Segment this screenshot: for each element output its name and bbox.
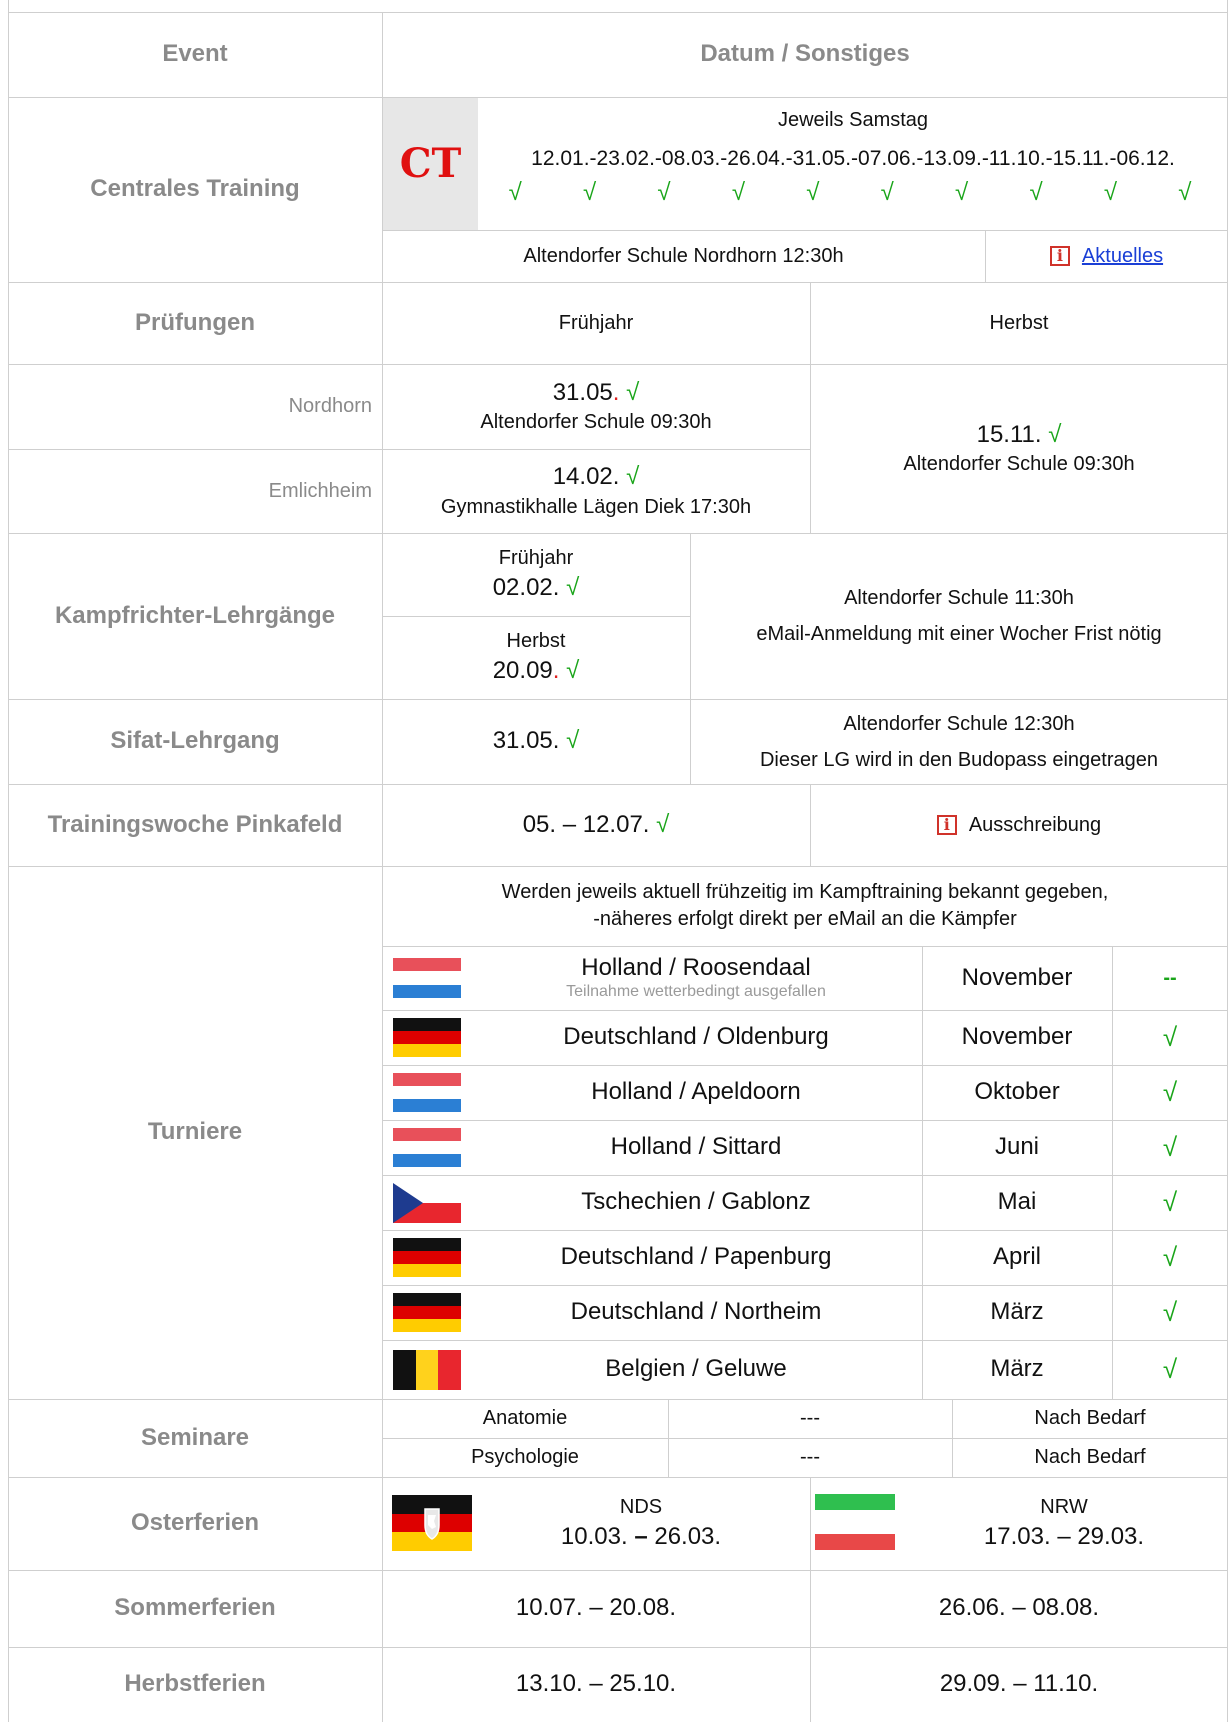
germany-flag-icon bbox=[393, 1018, 461, 1058]
check-icon: √ bbox=[1162, 1353, 1178, 1384]
sifat-info-1: Altendorfer Schule 12:30h bbox=[843, 712, 1075, 735]
pruefungen-col-fruehjahr: Frühjahr bbox=[558, 311, 634, 334]
nordhorn-location: Altendorfer Schule 09:30h bbox=[480, 411, 712, 434]
check-icon: √ bbox=[1048, 420, 1062, 448]
check-icon: √ bbox=[1162, 1241, 1178, 1272]
check-icon: √ bbox=[1103, 179, 1118, 206]
kampfrichter-fruehjahr bbox=[382, 533, 690, 616]
netherlands-flag-icon bbox=[393, 958, 461, 998]
check-icon: √ bbox=[626, 463, 640, 491]
turnier-location: Deutschland / Oldenburg bbox=[563, 1023, 829, 1051]
turnier-name bbox=[470, 1175, 922, 1230]
germany-flag-icon bbox=[393, 1293, 461, 1333]
netherlands-flag-icon bbox=[393, 1128, 461, 1168]
aktuelles-link[interactable]: Aktuelles bbox=[1081, 244, 1164, 267]
check-icon: √ bbox=[1162, 1186, 1178, 1217]
check-icon: √ bbox=[566, 573, 580, 601]
ct-title: Jeweils Samstag bbox=[777, 108, 929, 131]
turnier-month: März bbox=[990, 1355, 1044, 1383]
czech-flag-icon bbox=[393, 1183, 461, 1223]
ct-check-row bbox=[478, 176, 1222, 210]
ausschreibung-link[interactable]: Ausschreibung bbox=[968, 813, 1102, 836]
pruefungen-col-herbst: Herbst bbox=[989, 311, 1049, 334]
info-icon: i bbox=[937, 815, 957, 835]
seminar-when: Nach Bedarf bbox=[1034, 1407, 1146, 1429]
nordhorn-date: 31.05 bbox=[552, 378, 613, 406]
emlichheim-cell bbox=[382, 449, 810, 533]
turnier-name bbox=[470, 1285, 922, 1340]
ct-location: Altendorfer Schule Nordhorn 12:30h bbox=[523, 244, 844, 267]
kampfrichter-herbst-dot: . bbox=[552, 656, 560, 684]
check-icon: √ bbox=[626, 378, 640, 406]
nrw-label: NRW bbox=[1040, 1495, 1088, 1518]
check-icon: √ bbox=[1162, 1131, 1178, 1162]
row-label-sommerferien: Sommerferien bbox=[114, 1594, 276, 1622]
turnier-location: Belgien / Geluwe bbox=[605, 1355, 787, 1383]
nrw-flag-icon bbox=[815, 1494, 895, 1550]
turniere-intro bbox=[382, 866, 1228, 946]
label-emlichheim: Emlichheim bbox=[268, 479, 372, 502]
ct-logo-text: CT bbox=[399, 140, 462, 187]
turnier-name bbox=[470, 1340, 922, 1399]
herbst-pruefung-date: 15.11. bbox=[976, 420, 1042, 448]
nordhorn-cell bbox=[382, 364, 810, 449]
kampfrichter-info-2: eMail-Anmeldung mit einer Wocher Frist nötig bbox=[756, 623, 1162, 645]
pinkafeld-ausschreibung-cell bbox=[810, 784, 1228, 866]
row-label-pruefungen: Prüfungen bbox=[135, 308, 255, 336]
check-icon: √ bbox=[1178, 179, 1192, 206]
seminar-when: Nach Bedarf bbox=[1034, 1446, 1146, 1468]
check-icon: √ bbox=[1162, 1021, 1178, 1052]
row-label-pinkafeld: Trainingswoche Pinkafeld bbox=[47, 810, 343, 838]
kampfrichter-herbst-date: 20.09 bbox=[492, 656, 553, 684]
nds-from: 10.03. bbox=[560, 1522, 628, 1550]
check-icon: √ bbox=[656, 810, 670, 838]
turnier-location: Holland / Apeldoorn bbox=[591, 1078, 801, 1106]
kampfrichter-herbst-label: Herbst bbox=[506, 629, 566, 652]
check-icon: √ bbox=[508, 179, 522, 206]
nrw-dates: 17.03. – 29.03. bbox=[983, 1522, 1145, 1550]
nordhorn-dot: . bbox=[612, 378, 620, 406]
turnier-month: Mai bbox=[997, 1188, 1037, 1216]
turnier-month: Juni bbox=[994, 1133, 1040, 1161]
sifat-date: 31.05. bbox=[492, 727, 560, 755]
nds-flag-icon bbox=[392, 1495, 472, 1551]
check-icon: √ bbox=[566, 656, 580, 684]
kampfrichter-info bbox=[690, 533, 1228, 699]
check-icon: √ bbox=[1029, 179, 1043, 206]
turniere-intro-1: Werden jeweils aktuell frühzeitig im Kampftraining bekannt gegeben, bbox=[501, 881, 1109, 903]
row-label-herbstferien: Herbstferien bbox=[124, 1670, 266, 1698]
netherlands-flag-icon bbox=[393, 1073, 461, 1113]
check-icon: √ bbox=[955, 179, 969, 206]
turnier-month: März bbox=[990, 1298, 1044, 1326]
emlichheim-location: Gymnastikhalle Lägen Diek 17:30h bbox=[440, 495, 752, 518]
header-event: Event bbox=[162, 40, 228, 68]
header-datum: Datum / Sonstiges bbox=[700, 40, 910, 68]
row-label-sifat: Sifat-Lehrgang bbox=[110, 727, 280, 755]
turnier-month: November bbox=[961, 963, 1073, 991]
sommerferien-nrw: 26.06. – 08.08. bbox=[938, 1594, 1100, 1622]
turnier-month: April bbox=[992, 1243, 1041, 1271]
turnier-location: Deutschland / Northeim bbox=[570, 1298, 822, 1326]
info-icon: i bbox=[1050, 246, 1070, 266]
ct-aktuelles-cell bbox=[985, 230, 1228, 282]
sifat-info bbox=[690, 699, 1228, 784]
herbst-pruefung-location: Altendorfer Schule 09:30h bbox=[903, 453, 1135, 476]
turnier-location: Deutschland / Papenburg bbox=[560, 1243, 832, 1271]
herbstferien-nrw: 29.09. – 11.10. bbox=[939, 1670, 1099, 1698]
turnier-location: Holland / Roosendaal bbox=[581, 954, 811, 982]
kampfrichter-herbst bbox=[382, 616, 690, 699]
row-label-centrales-training: Centrales Training bbox=[90, 175, 300, 203]
row-label-kampfrichter: Kampfrichter-Lehrgänge bbox=[54, 601, 336, 629]
check-icon: √ bbox=[880, 179, 894, 206]
nrw-osterferien bbox=[900, 1477, 1228, 1570]
check-icon: √ bbox=[566, 727, 580, 755]
belgium-flag-icon bbox=[393, 1350, 461, 1390]
sifat-info-2: Dieser LG wird in den Budopass eingetragen bbox=[759, 748, 1159, 771]
turnier-month: Oktober bbox=[974, 1078, 1060, 1106]
seminar-date: --- bbox=[800, 1407, 820, 1429]
kampfrichter-fruehjahr-date: 02.02. bbox=[492, 573, 560, 601]
turnier-location: Holland / Sittard bbox=[610, 1133, 782, 1161]
check-icon: √ bbox=[583, 179, 597, 206]
turnier-name bbox=[470, 1120, 922, 1175]
seminar-topic: Psychologie bbox=[471, 1446, 579, 1468]
row-label-osterferien: Osterferien bbox=[130, 1509, 260, 1537]
nds-sep: – bbox=[634, 1522, 648, 1550]
nds-osterferien bbox=[472, 1477, 810, 1570]
kampfrichter-info-1: Altendorfer Schule 11:30h bbox=[844, 587, 1074, 609]
turnier-name bbox=[470, 1065, 922, 1120]
nds-to: 26.03. bbox=[654, 1522, 722, 1550]
check-icon: √ bbox=[806, 179, 820, 206]
check-icon: √ bbox=[1162, 1076, 1178, 1107]
kampfrichter-fruehjahr-label: Frühjahr bbox=[498, 546, 574, 569]
label-nordhorn: Nordhorn bbox=[288, 395, 372, 417]
herbst-pruefung-cell bbox=[810, 364, 1228, 533]
turnier-name bbox=[470, 1230, 922, 1285]
turniere-intro-2: -näheres erfolgt direkt per eMail an die Kämpfer bbox=[593, 908, 1017, 930]
pinkafeld-date-cell bbox=[382, 784, 810, 866]
germany-flag-icon bbox=[393, 1238, 461, 1278]
row-label-seminare: Seminare bbox=[140, 1423, 250, 1451]
check-icon: √ bbox=[1162, 1296, 1178, 1327]
turnier-month: November bbox=[961, 1023, 1073, 1051]
check-icon: √ bbox=[657, 179, 671, 206]
seminar-topic: Anatomie bbox=[482, 1407, 568, 1429]
row-label-turniere: Turniere bbox=[147, 1118, 243, 1146]
sommerferien-nds: 10.07. – 20.08. bbox=[515, 1594, 677, 1622]
herbstferien-nds: 13.10. – 25.10. bbox=[515, 1670, 677, 1698]
nds-label: NDS bbox=[619, 1495, 663, 1518]
turnier-location: Tschechien / Gablonz bbox=[581, 1188, 811, 1216]
seminar-date: --- bbox=[800, 1446, 820, 1468]
ct-dates: 12.01.-23.02.-08.03.-26.04.-31.05.-07.06.-13.09.-11.10.-15.11.-06.12. bbox=[531, 146, 1175, 170]
sifat-date-cell bbox=[382, 699, 690, 784]
pinkafeld-date: 05. – 12.07. bbox=[522, 810, 650, 838]
turnier-note: Teilnahme wetterbedingt ausgefallen bbox=[566, 982, 826, 1000]
turnier-name bbox=[470, 946, 922, 1010]
emlichheim-date: 14.02. bbox=[552, 463, 620, 491]
check-icon: √ bbox=[731, 179, 745, 206]
turnier-name bbox=[470, 1010, 922, 1065]
ct-logo bbox=[383, 98, 478, 230]
status-cancelled: -- bbox=[1163, 966, 1177, 989]
